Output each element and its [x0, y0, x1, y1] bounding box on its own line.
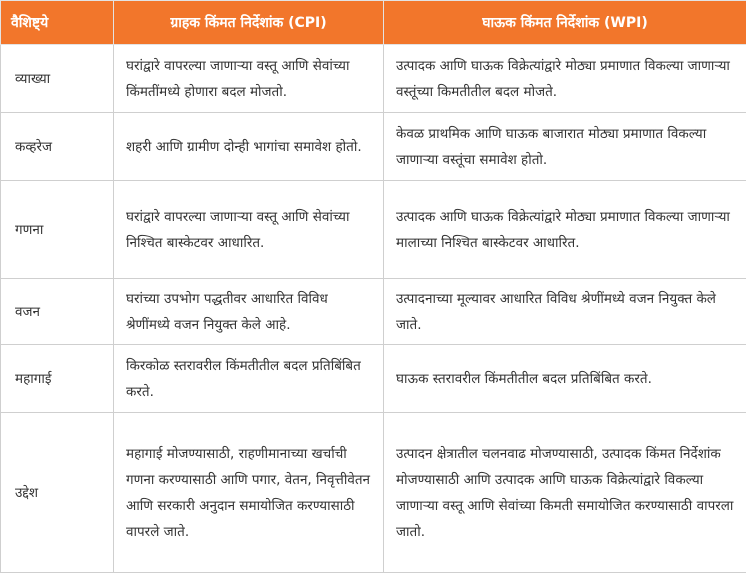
row-cpi-cell: महागाई मोजण्यासाठी, राहणीमानाच्या खर्चाची गणना करण्यासाठी आणि पगार, वेतन, निवृत्तीवेतन आणि सरकारी अनुदान समायोजित करण्यासाठी वापरले जाते. [114, 413, 384, 573]
table-row [1, 413, 746, 573]
row-cpi-cell: घरांद्वारे वापरल्या जाणाऱ्या वस्तू आणि सेवांच्या किंमतींमध्ये होणारा बदल मोजतो. [114, 45, 384, 113]
row-wpi-cell: उत्पादक आणि घाऊक विक्रेत्यांद्वारे मोठ्या प्रमाणात विकल्या जाणाऱ्या वस्तूंच्या किमतीतील बदल मोजते. [384, 45, 746, 113]
header-feature: वैशिष्ट्ये [1, 1, 114, 45]
table-row [1, 345, 746, 413]
table-row [1, 181, 746, 279]
row-feature-cell: व्याख्या [1, 45, 114, 113]
table-row [1, 113, 746, 181]
row-cpi-cell: घरांच्या उपभोग पद्धतीवर आधारित विविध श्रेणींमध्ये वजन नियुक्त केले आहे. [114, 279, 384, 345]
row-wpi-cell: उत्पादन क्षेत्रातील चलनवाढ मोजण्यासाठी, उत्पादक किंमत निर्देशांक मोजण्यासाठी आणि उत्पादक आणि घाऊक विक्रेत्यांद्वारे विकल्या जाणाऱ्या वस्तू आणि सेवांच्या किमती समायोजित करण्यासाठी वापरला जातो. [384, 413, 746, 573]
row-wpi-cell: उत्पादक आणि घाऊक विक्रेत्यांद्वारे मोठ्या प्रमाणात विकल्या जाणाऱ्या मालाच्या निश्चित बास्केटवर आधारित. [384, 181, 746, 279]
row-wpi-cell: केवळ प्राथमिक आणि घाऊक बाजारात मोठ्या प्रमाणात विकल्या जाणाऱ्या वस्तूंचा समावेश होतो. [384, 113, 746, 181]
row-wpi-cell: उत्पादनाच्या मूल्यावर आधारित विविध श्रेणींमध्ये वजन नियुक्त केले जाते. [384, 279, 746, 345]
row-feature-cell: वजन [1, 279, 114, 345]
row-feature-cell: कव्हरेज [1, 113, 114, 181]
table-header-row [1, 1, 746, 45]
header-wpi: घाऊक किंमत निर्देशांक (WPI) [384, 1, 746, 45]
header-cpi: ग्राहक किंमत निर्देशांक (CPI) [114, 1, 384, 45]
row-feature-cell: उद्देश [1, 413, 114, 573]
row-feature-cell: महागाई [1, 345, 114, 413]
row-feature-cell: गणना [1, 181, 114, 279]
row-wpi-cell: घाऊक स्तरावरील किंमतीतील बदल प्रतिबिंबित करते. [384, 345, 746, 413]
table-row [1, 45, 746, 113]
table-row [1, 279, 746, 345]
row-cpi-cell: किरकोळ स्तरावरील किंमतीतील बदल प्रतिबिंबित करते. [114, 345, 384, 413]
row-cpi-cell: घरांद्वारे वापरल्या जाणाऱ्या वस्तू आणि सेवांच्या निश्चित बास्केटवर आधारित. [114, 181, 384, 279]
row-cpi-cell: शहरी आणि ग्रामीण दोन्ही भागांचा समावेश होतो. [114, 113, 384, 181]
